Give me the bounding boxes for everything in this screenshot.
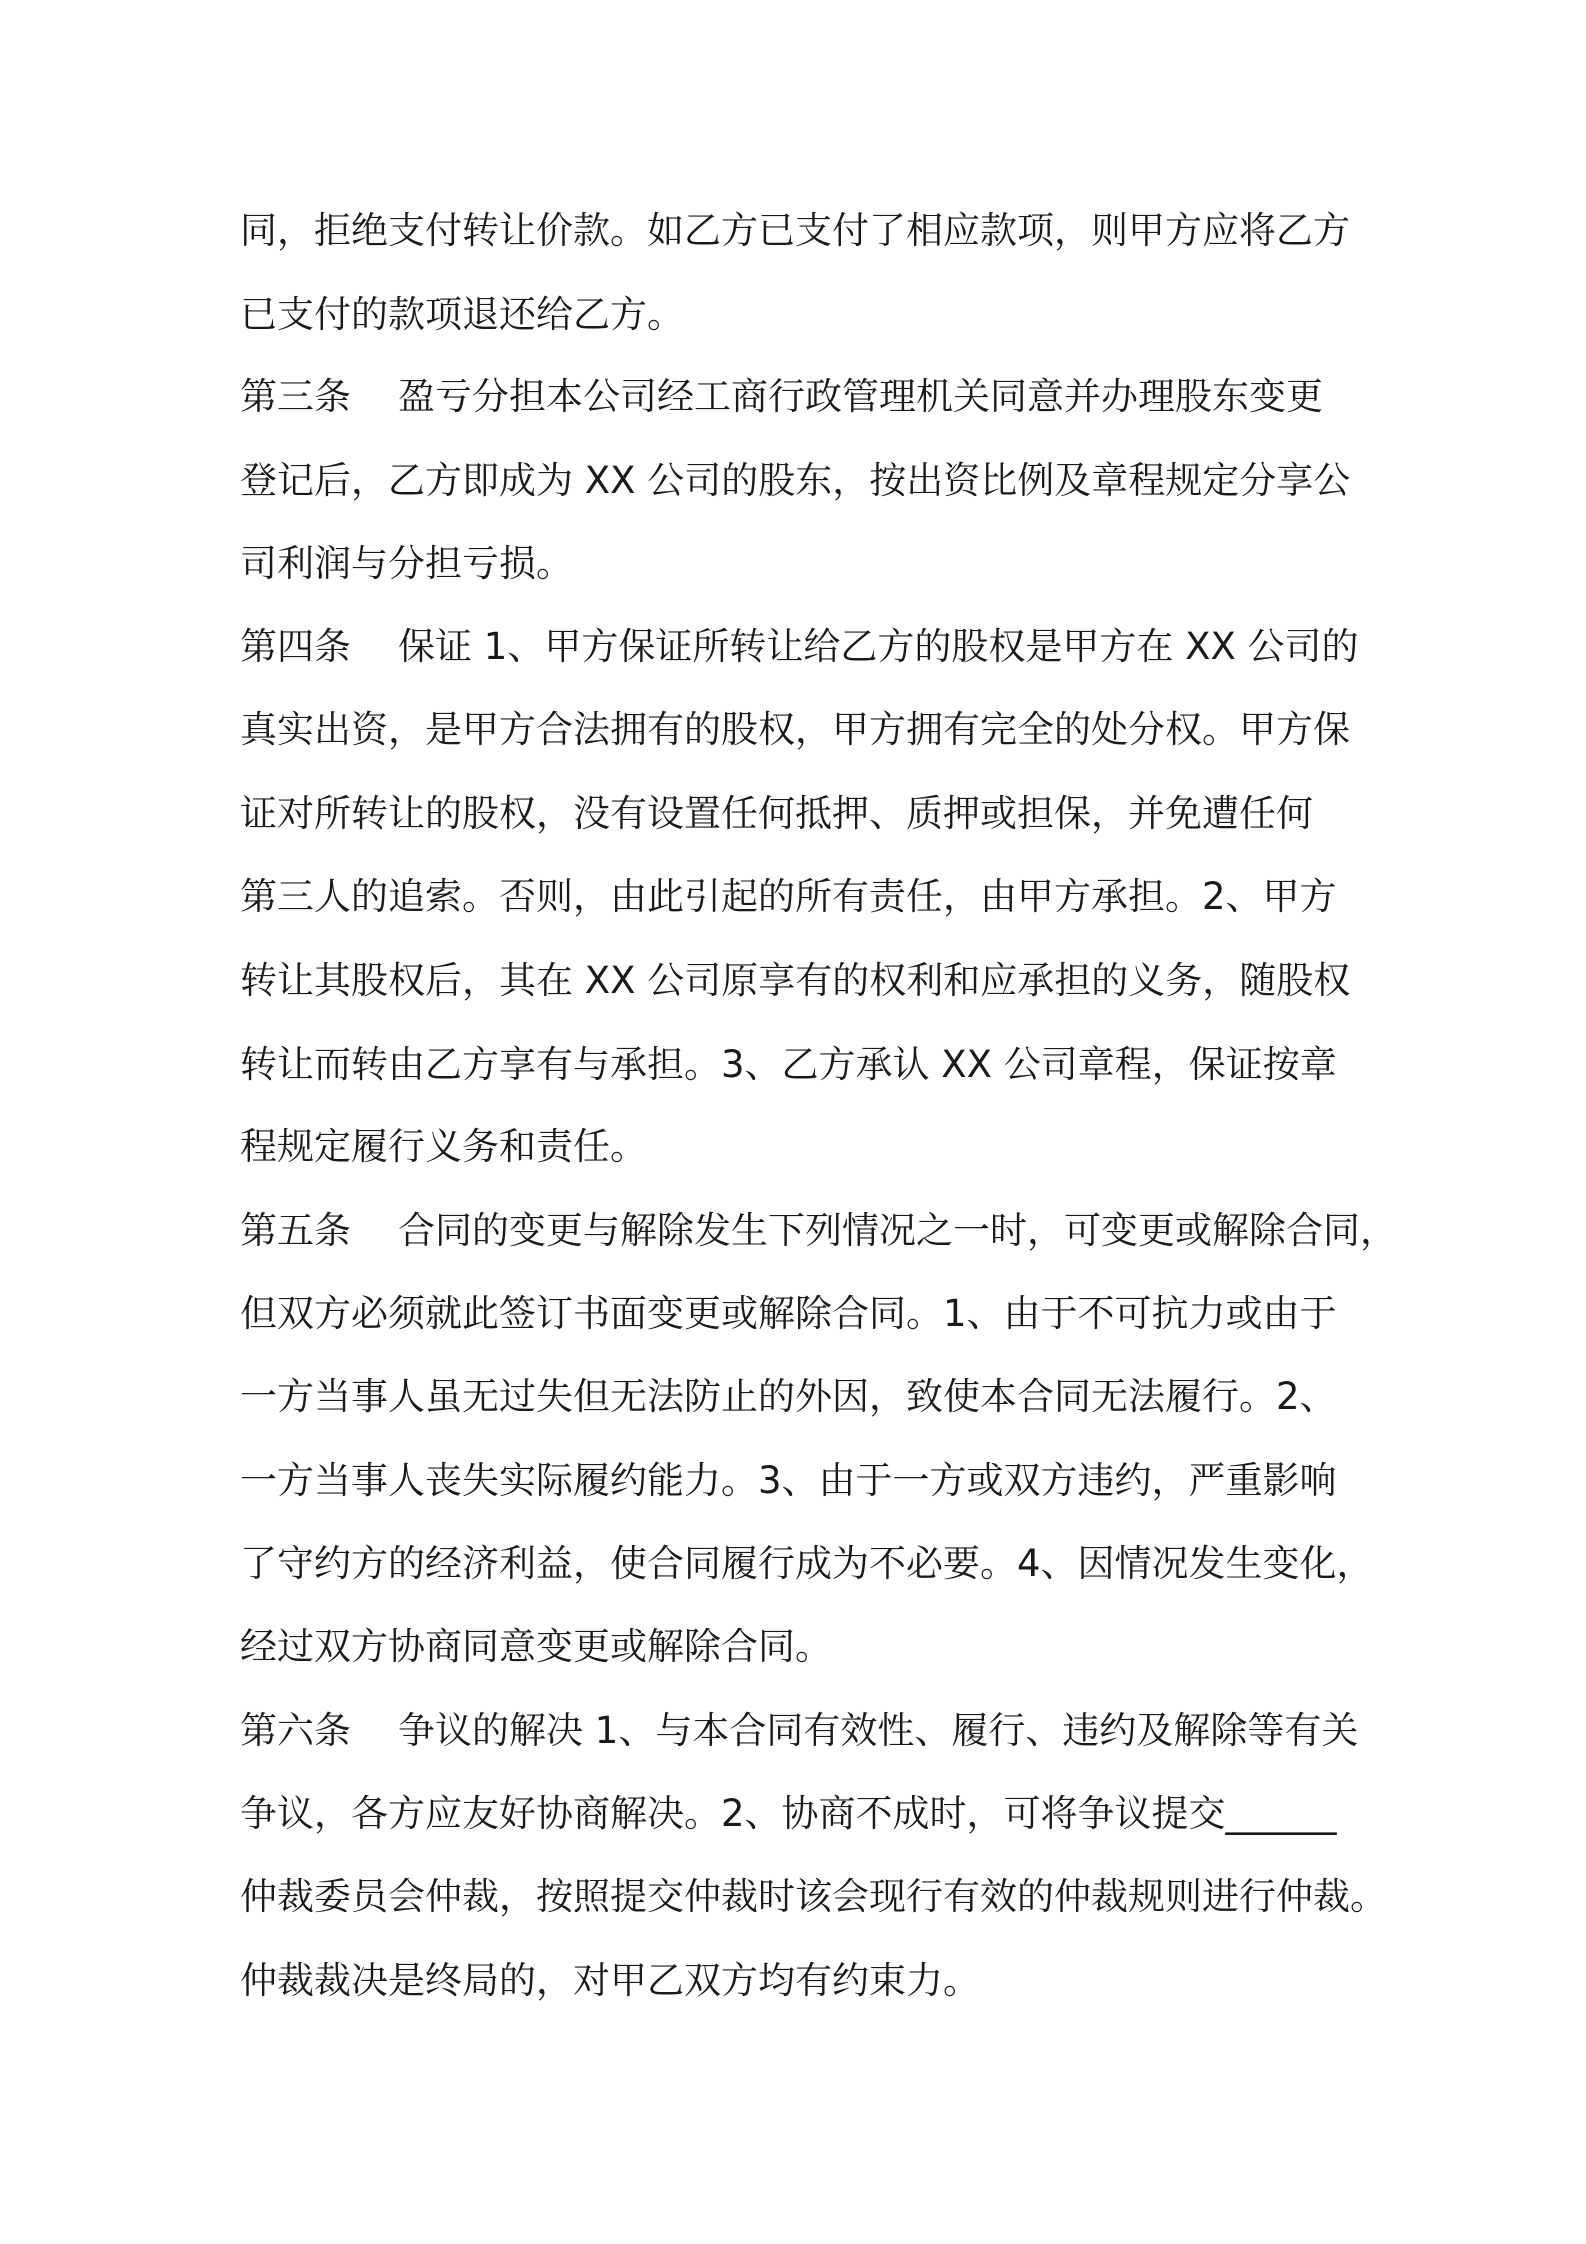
text-line: 经过双方协商同意变更或解除合同。 xyxy=(240,1625,832,1668)
text-line: 证对所转让的股权，没有设置任何抵押、质押或担保，并免遭任何 xyxy=(240,792,1313,835)
text-line: 第六条 争议的解决 1、与本合同有效性、履行、违约及解除等有关 xyxy=(240,1709,1359,1752)
text-line: 仲裁委员会仲裁，按照提交仲裁时该会现行有效的仲裁规则进行仲裁。 xyxy=(240,1875,1387,1918)
text-line: 程规定履行义务和责任。 xyxy=(240,1125,647,1168)
text-line: 司利润与分担亏损。 xyxy=(240,542,573,585)
text-line: 第五条 合同的变更与解除发生下列情况之一时，可变更或解除合同， xyxy=(240,1209,1398,1252)
text-line: 第四条 保证 1、甲方保证所转让给乙方的股权是甲方在 XX 公司的 xyxy=(240,625,1359,668)
text-line: 真实出资，是甲方合法拥有的股权，甲方拥有完全的处分权。甲方保 xyxy=(240,708,1350,751)
text-line: 但双方必须就此签订书面变更或解除合同。1、由于不可抗力或由于 xyxy=(240,1292,1337,1335)
text-line: 争议，各方应友好协商解决。2、协商不成时，可将争议提交______ xyxy=(240,1792,1337,1835)
text-line: 登记后，乙方即成为 XX 公司的股东，按出资比例及章程规定分享公 xyxy=(240,459,1351,502)
text-line: 了守约方的经济利益，使合同履行成为不必要。4、因情况发生变化， xyxy=(240,1542,1374,1585)
text-line: 第三条 盈亏分担本公司经工商行政管理机关同意并办理股东变更 xyxy=(240,375,1324,418)
text-line: 一方当事人丧失实际履约能力。3、由于一方或双方违约，严重影响 xyxy=(240,1459,1337,1502)
text-line: 第三人的追索。否则，由此引起的所有责任，由甲方承担。2、甲方 xyxy=(240,875,1337,918)
text-line: 已支付的款项退还给乙方。 xyxy=(240,293,684,336)
text-line: 一方当事人虽无过失但无法防止的外因，致使本合同无法履行。2、 xyxy=(240,1375,1337,1418)
text-line: 转让而转由乙方享有与承担。3、乙方承认 XX 公司章程，保证按章 xyxy=(240,1043,1337,1086)
text-line: 仲裁裁决是终局的，对甲乙双方均有约束力。 xyxy=(240,1959,980,2002)
text-line: 同，拒绝支付转让价款。如乙方已支付了相应款项，则甲方应将乙方 xyxy=(240,209,1350,252)
text-line: 转让其股权后，其在 XX 公司原享有的权利和应承担的义务，随股权 xyxy=(240,959,1351,1002)
